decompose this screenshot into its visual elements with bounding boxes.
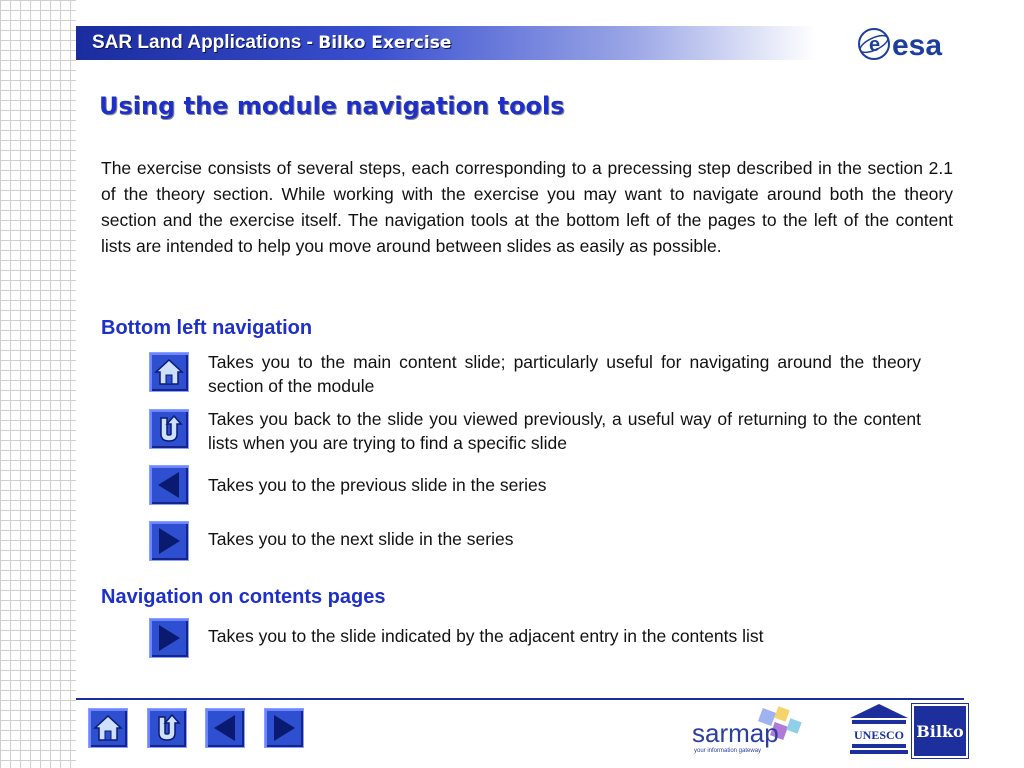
bilko-logo: Bilko (912, 704, 968, 758)
footer-divider (76, 698, 964, 700)
header-title-sub: Bilko Exercise (318, 33, 452, 53)
header-title (92, 32, 451, 54)
page-title: Using the module navigation tools (99, 92, 565, 120)
unesco-logo (848, 702, 910, 756)
nav-desc-contents: Takes you to the slide indicated by the adjacent entry in the contents list (208, 626, 764, 646)
previous-icon (211, 713, 239, 743)
footer-previous-button[interactable] (205, 708, 245, 748)
home-icon[interactable] (149, 352, 189, 392)
bottom-nav-heading: Bottom left navigation (101, 317, 313, 339)
esa-logo-text: esa (892, 29, 943, 62)
back-icon[interactable] (149, 409, 189, 449)
footer-back-button[interactable] (147, 708, 187, 748)
footer-home-button[interactable] (88, 708, 128, 748)
nav-desc-next: Takes you to the next slide in the series (208, 529, 514, 549)
esa-logo (852, 24, 962, 64)
header-title-main: SAR Land Applications - (92, 32, 319, 53)
contents-nav-heading: Navigation on contents pages (101, 586, 386, 608)
next-icon[interactable] (149, 521, 189, 561)
previous-icon[interactable] (149, 465, 189, 505)
left-grid-decoration (0, 0, 76, 768)
home-icon (93, 714, 123, 742)
next-icon[interactable] (149, 618, 189, 658)
svg-text:e: e (869, 34, 881, 56)
footer-next-button[interactable] (264, 708, 304, 748)
sarmap-tagline: your information gateway (694, 748, 762, 754)
nav-desc-back: Takes you back to the slide you viewed previously, a useful way of returning to the content lists when you are trying to find a specific slide (208, 409, 921, 453)
unesco-text: UNESCO (853, 728, 905, 742)
sarmap-logo (690, 704, 810, 760)
back-icon (153, 713, 181, 743)
intro-paragraph: The exercise consists of several steps, each corresponding to a precessing step described in the section 2.1 of the theory section. While working with the exercise you may want to navigate around both the theory section and the exercise itself. The navigation tools at the bottom left of the pages to the left of the content lists are intended to help you move around between slides as easily as possible. (101, 158, 953, 256)
nav-desc-previous: Takes you to the previous slide in the series (208, 475, 547, 495)
sarmap-text: sarmap (692, 718, 779, 748)
next-icon (270, 713, 298, 743)
nav-desc-home: Takes you to the main content slide; particularly useful for navigating around the theory section of the module (208, 352, 921, 396)
